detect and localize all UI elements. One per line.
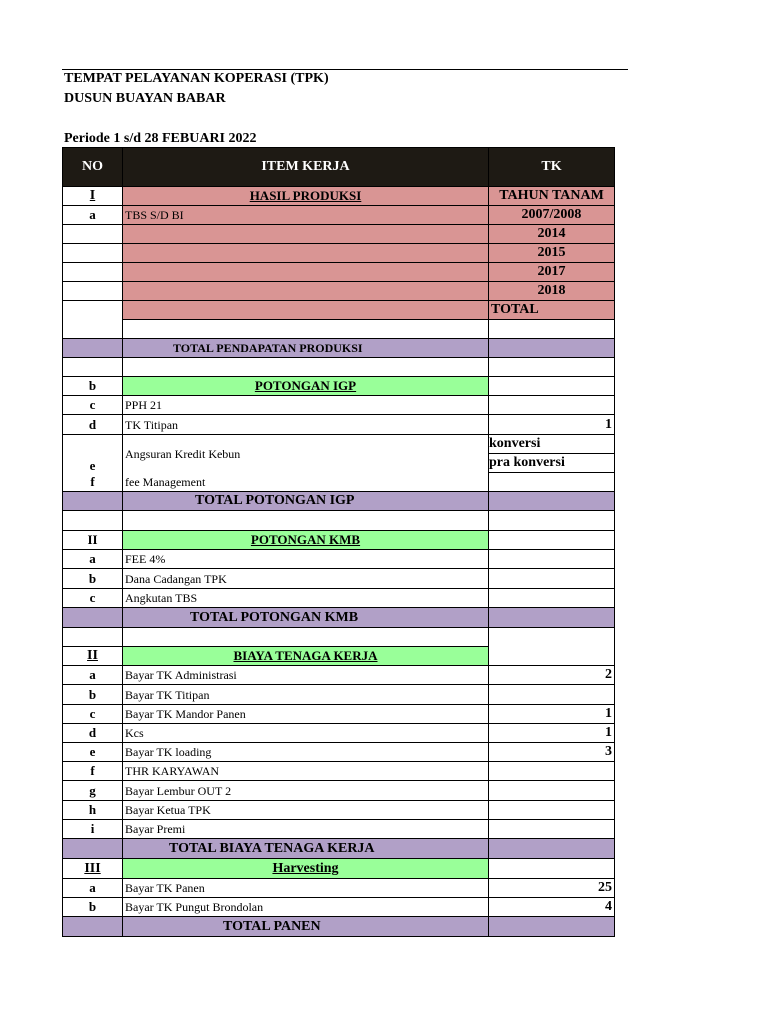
col-tk-header: TK	[489, 148, 615, 187]
table-row	[63, 282, 615, 301]
empty-cell	[63, 244, 123, 263]
table-row	[63, 820, 615, 839]
section-title-biaya: BIAYA TENAGA KERJA	[123, 647, 489, 666]
row-letter: b	[63, 685, 123, 705]
row-label: Bayar TK Titipan	[123, 685, 489, 705]
empty-cell	[63, 282, 123, 301]
row-value: 25	[489, 879, 615, 898]
row-label: Angsuran Kredit Kebun	[123, 435, 489, 473]
row-letter: d	[63, 415, 123, 435]
row-value	[489, 781, 615, 801]
row-letter: c	[63, 705, 123, 724]
year-cell: 2015	[489, 244, 615, 263]
section-number: III	[63, 859, 123, 879]
empty-cell	[489, 511, 615, 531]
row-value	[489, 801, 615, 820]
row-letter: c	[63, 589, 123, 608]
empty-cell	[489, 396, 615, 415]
row-letter: h	[63, 801, 123, 820]
table-row	[63, 320, 615, 339]
row-label: Bayar TK Mandor Panen	[123, 705, 489, 724]
empty-cell	[63, 225, 123, 244]
table-row	[63, 511, 615, 531]
table-row	[63, 263, 615, 282]
row-label: Angkutan TBS	[123, 589, 489, 608]
empty-cell	[123, 301, 489, 320]
konversi-label: konversi	[489, 436, 541, 451]
section-igp-row	[63, 377, 615, 396]
table-row	[63, 225, 615, 244]
table-row	[63, 244, 615, 263]
section-number: II	[63, 531, 123, 550]
row-letter: b	[63, 569, 123, 589]
empty-cell	[489, 917, 615, 937]
empty-cell	[63, 358, 123, 377]
empty-cell	[63, 339, 123, 358]
empty-cell	[489, 608, 615, 628]
table-row	[63, 666, 615, 685]
col-no-header: NO	[63, 148, 123, 187]
empty-cell	[123, 244, 489, 263]
table-row	[63, 879, 615, 898]
row-letter: a	[63, 206, 123, 225]
year-cell: 2014	[489, 225, 615, 244]
section-kmb-row	[63, 531, 615, 550]
table-row	[63, 898, 615, 917]
row-value	[489, 685, 615, 705]
row-label: Bayar TK Administrasi	[123, 666, 489, 685]
row-value: 1	[489, 724, 615, 743]
empty-cell	[63, 301, 123, 320]
empty-cell	[489, 647, 615, 666]
empty-cell	[63, 263, 123, 282]
empty-cell	[489, 377, 615, 396]
table-row	[63, 301, 615, 320]
row-letter: e	[63, 743, 123, 762]
row-value: 2	[489, 666, 615, 685]
period-title: Periode 1 s/d 28 FEBUARI 2022	[64, 131, 257, 146]
row-value: 3	[489, 743, 615, 762]
table-row	[63, 743, 615, 762]
table-row	[63, 415, 615, 435]
row-label: TBS S/D BI	[123, 206, 489, 225]
village-title: DUSUN BUAYAN BABAR	[64, 91, 226, 106]
year-cell: 2017	[489, 263, 615, 282]
empty-cell	[489, 628, 615, 647]
empty-cell	[489, 339, 615, 358]
row-label: Bayar TK Panen	[123, 879, 489, 898]
row-value: 1	[489, 705, 615, 724]
empty-cell	[489, 859, 615, 879]
total-kmb-row	[63, 608, 615, 628]
table-row	[63, 473, 615, 492]
empty-cell	[489, 492, 615, 511]
row-letter: a	[63, 666, 123, 685]
total-panen-row	[63, 917, 615, 937]
row-label: Kcs	[123, 724, 489, 743]
empty-cell	[489, 320, 615, 339]
total-kmb-label: TOTAL POTONGAN KMB	[123, 608, 489, 628]
row-label: Bayar Premi	[123, 820, 489, 839]
row-letter: a	[63, 550, 123, 569]
table-row	[63, 206, 615, 225]
row-letter: g	[63, 781, 123, 801]
section-number: I	[63, 187, 123, 206]
table-row	[63, 589, 615, 608]
row-letter: f	[63, 473, 123, 492]
total-pendapatan-label: TOTAL PENDAPATAN PRODUKSI	[123, 339, 489, 358]
section-hasil-row	[63, 187, 615, 206]
row-label: Bayar TK loading	[123, 743, 489, 762]
row-letter: i	[63, 820, 123, 839]
row-label: FEE 4%	[123, 550, 489, 569]
total-igp-row	[63, 492, 615, 511]
empty-cell	[123, 320, 489, 339]
row-label: TK Titipan	[123, 415, 489, 435]
row-label: Bayar TK Pungut Brondolan	[123, 898, 489, 917]
row-value	[489, 820, 615, 839]
row-label: Bayar Ketua TPK	[123, 801, 489, 820]
table-row	[63, 705, 615, 724]
year-cell: 2018	[489, 282, 615, 301]
section-number: II	[63, 647, 123, 666]
total-biaya-label: TOTAL BIAYA TENAGA KERJA	[123, 839, 489, 859]
empty-cell	[123, 263, 489, 282]
total-panen-label: TOTAL PANEN	[123, 917, 489, 937]
total-biaya-row	[63, 839, 615, 859]
empty-cell	[123, 282, 489, 301]
empty-cell	[63, 511, 123, 531]
empty-cell	[123, 511, 489, 531]
empty-cell	[489, 550, 615, 569]
row-letter: b	[63, 898, 123, 917]
row-value: 4	[489, 898, 615, 917]
table-row	[63, 685, 615, 705]
empty-cell	[63, 839, 123, 859]
table-row	[63, 762, 615, 781]
table-row	[63, 724, 615, 743]
total-pendapatan-row	[63, 339, 615, 358]
section-title-kmb: POTONGAN KMB	[123, 531, 489, 550]
row-label: PPH 21	[123, 396, 489, 415]
tahun-tanam-header: TAHUN TANAM	[489, 187, 615, 206]
table-row	[63, 396, 615, 415]
pra-konversi-label: pra konversi	[489, 453, 614, 472]
table-row	[63, 569, 615, 589]
empty-cell	[489, 473, 615, 492]
work-item-table	[62, 147, 615, 937]
row-label: Bayar Lembur OUT 2	[123, 781, 489, 801]
row-letter: c	[63, 396, 123, 415]
row-letter: f	[63, 762, 123, 781]
section-harvesting-row	[63, 859, 615, 879]
empty-cell	[489, 358, 615, 377]
row-label: Dana Cadangan TPK	[123, 569, 489, 589]
col-item-header: ITEM KERJA	[123, 148, 489, 187]
table-row	[63, 781, 615, 801]
empty-cell	[63, 320, 123, 339]
empty-cell	[63, 917, 123, 937]
empty-cell	[123, 358, 489, 377]
empty-cell	[489, 839, 615, 859]
section-title-igp: POTONGAN IGP	[123, 377, 489, 396]
hasil-total-label: TOTAL	[489, 301, 615, 320]
empty-cell	[489, 569, 615, 589]
row-value: 1	[489, 415, 615, 435]
row-letter: d	[63, 724, 123, 743]
row-label: fee Management	[123, 473, 489, 492]
empty-cell	[489, 531, 615, 550]
empty-cell	[489, 589, 615, 608]
total-igp-label: TOTAL POTONGAN IGP	[123, 492, 489, 511]
table-row	[63, 801, 615, 820]
row-value	[489, 762, 615, 781]
row-letter: e	[63, 435, 123, 473]
org-title: TEMPAT PELAYANAN KOPERASI (TPK)	[64, 71, 329, 86]
empty-cell	[123, 628, 489, 647]
empty-cell	[123, 225, 489, 244]
section-biaya-row	[63, 647, 615, 666]
empty-cell	[63, 492, 123, 511]
year-cell: 2007/2008	[489, 206, 615, 225]
empty-cell	[63, 628, 123, 647]
row-letter: a	[63, 879, 123, 898]
empty-cell	[63, 608, 123, 628]
section-number: b	[63, 377, 123, 396]
table-row	[63, 550, 615, 569]
section-title-hasil: HASIL PRODUKSI	[123, 187, 489, 206]
konversi-cell	[489, 435, 615, 473]
table-row	[63, 435, 615, 473]
table-header-row	[63, 148, 615, 187]
section-title-harvesting: Harvesting	[123, 859, 489, 879]
table-row	[63, 358, 615, 377]
table-row	[63, 628, 615, 647]
row-label: THR KARYAWAN	[123, 762, 489, 781]
